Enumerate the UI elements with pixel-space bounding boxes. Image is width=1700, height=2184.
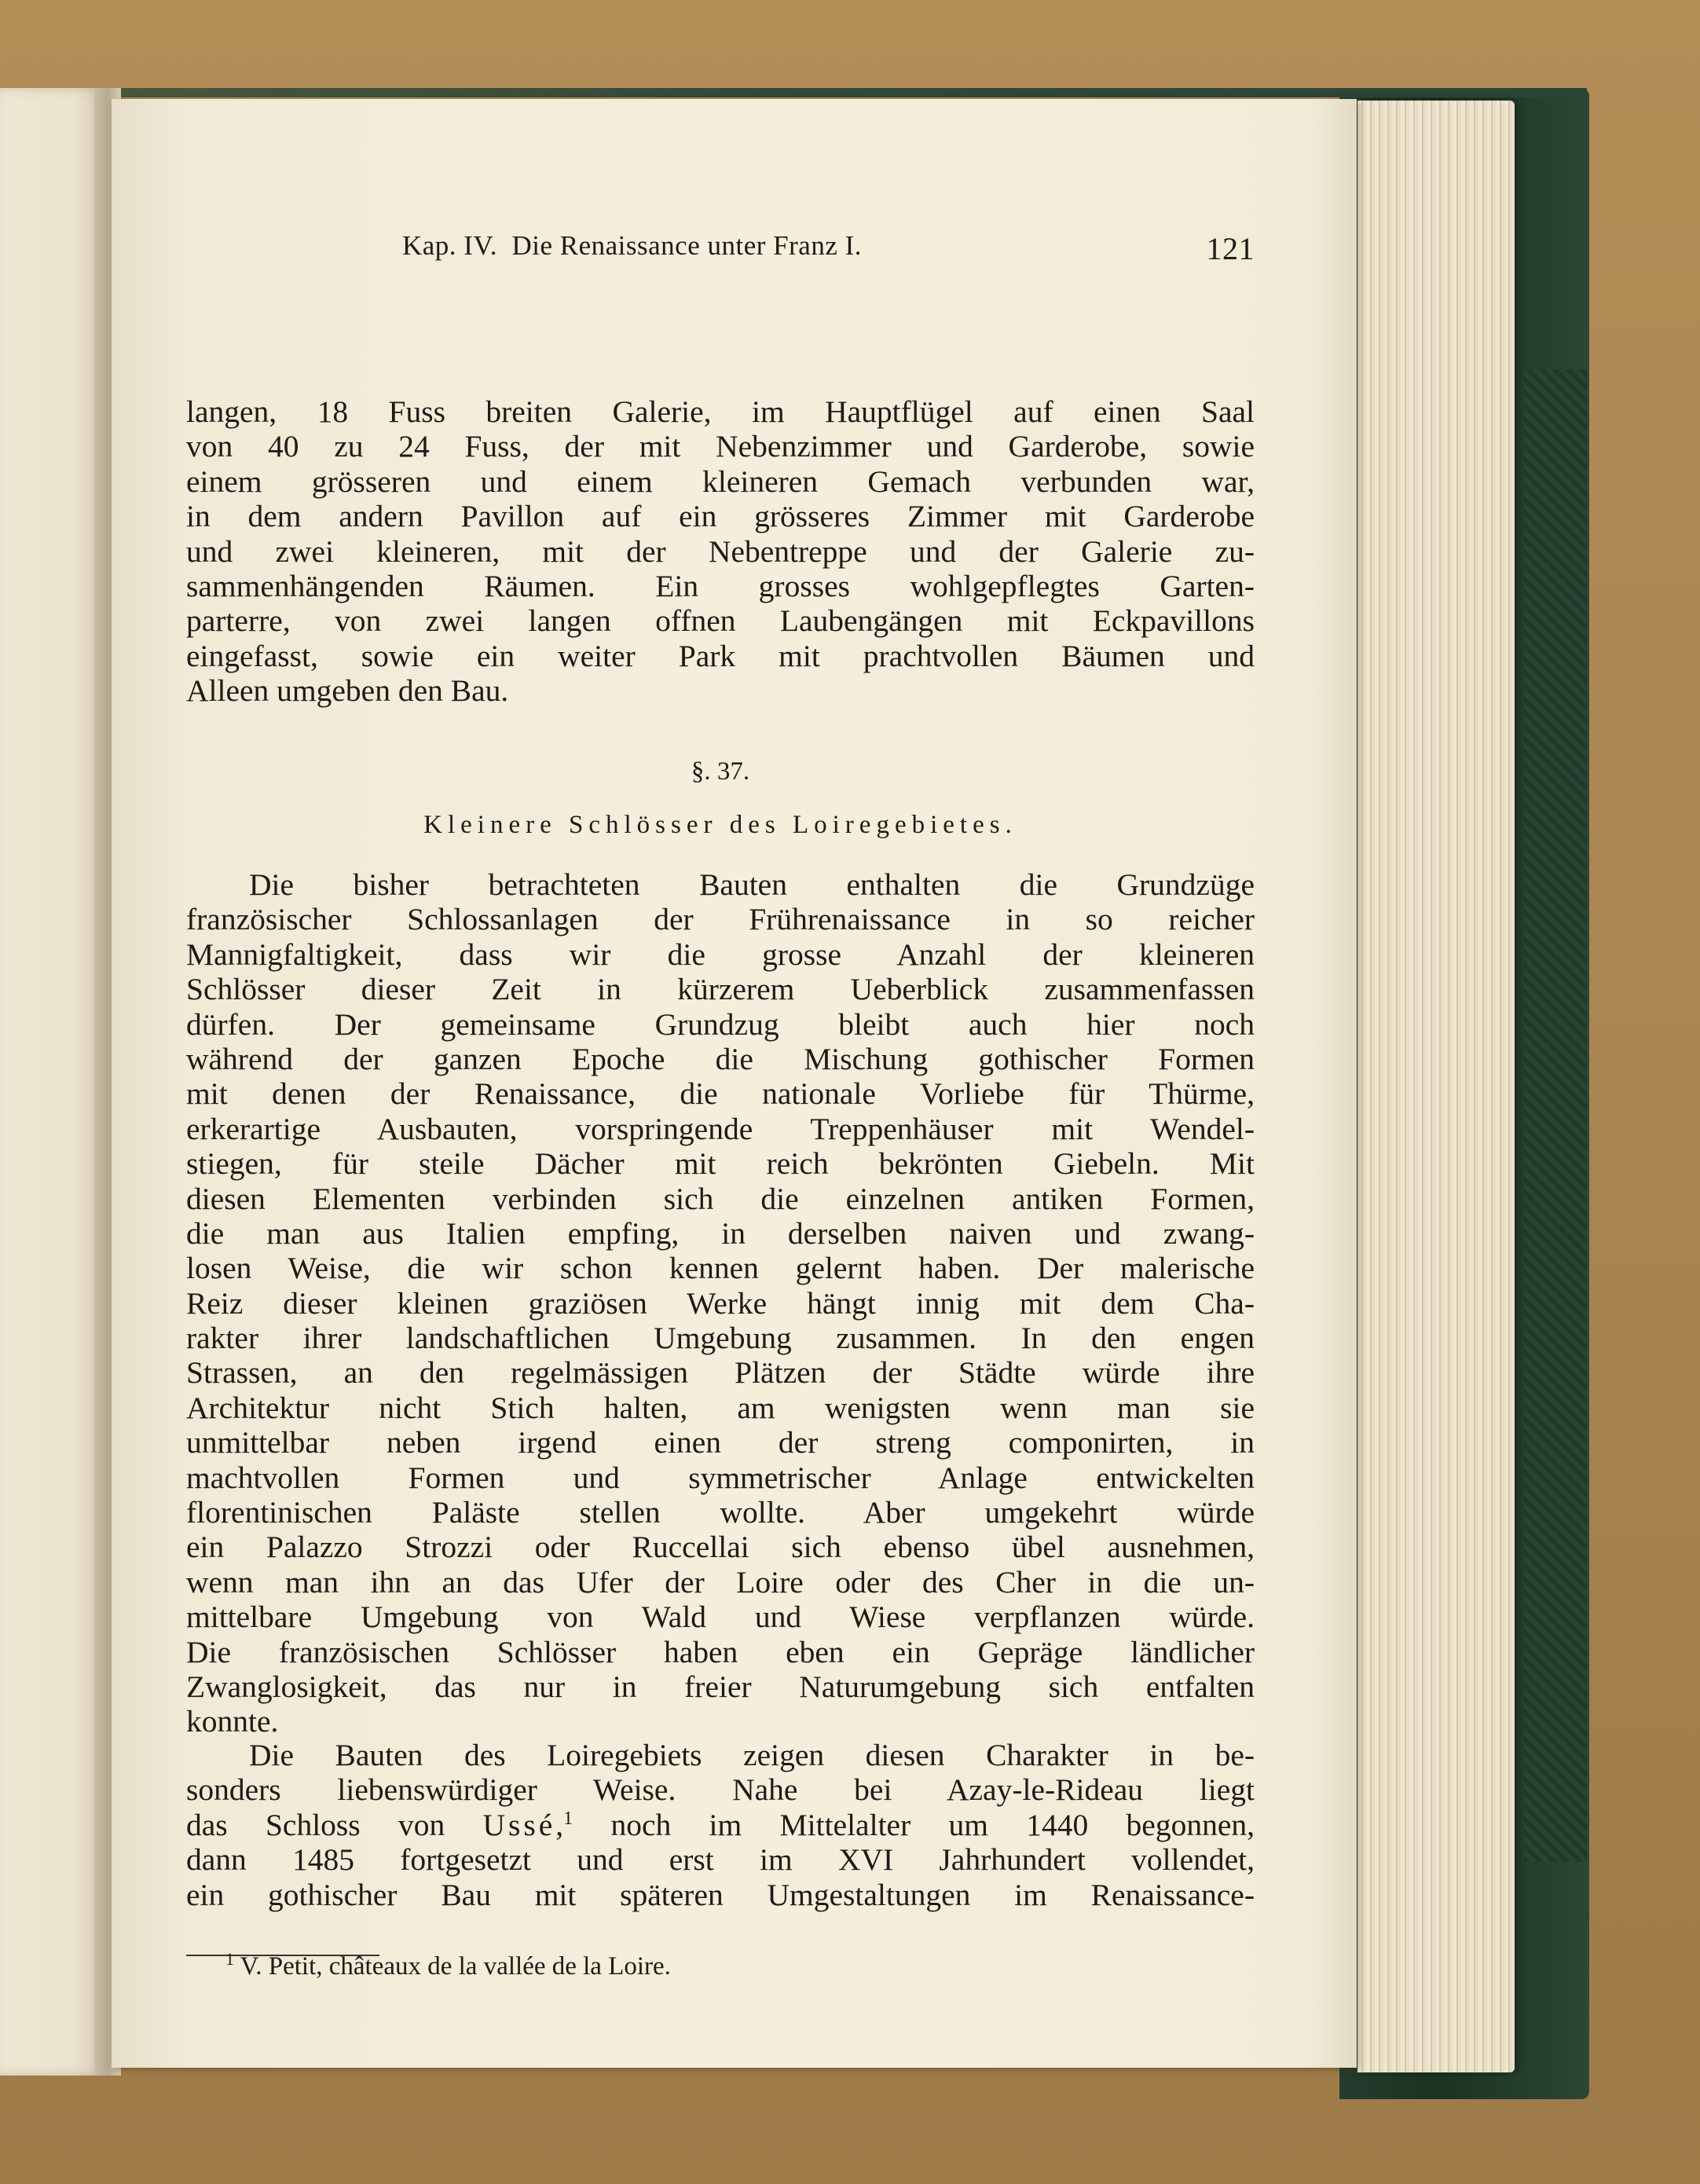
paragraph-1 <box>186 394 1255 709</box>
text-line: konnte. <box>186 1704 279 1739</box>
text-line: diesen Elementen verbinden sich die einzelnen antiken Formen, <box>186 1181 1255 1216</box>
text-line: sammenhängenden Räumen. Ein grosses wohlgepflegtes Garten- <box>186 568 1255 603</box>
paragraph-3 <box>186 1738 1255 1912</box>
text-line: langen, 18 Fuss breiten Galerie, im Hauptflügel auf einen Saal <box>186 394 1255 429</box>
cover-cloth-texture <box>1524 369 1587 1862</box>
text-line: einem grösseren und einem kleineren Gemach verbunden war, <box>186 464 1255 499</box>
text-line: dürfen. Der gemeinsame Grundzug bleibt auch hier noch <box>186 1006 1255 1042</box>
text-line: Mannigfaltigkeit, dass wir die grosse Anzahl der kleineren <box>186 936 1255 972</box>
text-line: erkerartige Ausbauten, vorspringende Treppenhäuser mit Wendel- <box>186 1111 1255 1146</box>
running-head-title: Kap. IV. Die Renaissance unter Franz I. <box>402 230 863 261</box>
text-line: Die Bauten des Loiregebiets zeigen diesen Charakter in be- <box>249 1738 1255 1772</box>
section-title: Kleinere Schlösser des Loiregebietes. <box>423 811 1017 839</box>
left-facing-page <box>0 88 104 2076</box>
text-line-with-footnote <box>186 1808 1255 1842</box>
text-line: Strassen, an den regelmässigen Plätzen der Städte würde ihre <box>186 1355 1255 1391</box>
footnote-number: 1 <box>225 1949 234 1969</box>
text-line: dann 1485 fortgesetzt und erst im XVI Jahrhundert vollendet, <box>186 1842 1255 1878</box>
section-number: §. 37. <box>691 757 750 786</box>
text-line: ein gothischer Bau mit späteren Umgestaltungen im Renaissance- <box>186 1877 1255 1912</box>
text-line: unmittelbar neben irgend einen der streng componirten, in <box>186 1425 1255 1460</box>
text-line: während der ganzen Epoche die Mischung gothischer Formen <box>186 1041 1255 1076</box>
text-line: sonders liebenswürdiger Weise. Nahe bei Azay-le-Rideau liegt <box>186 1772 1255 1808</box>
page-number: 121 <box>1206 231 1255 266</box>
text-line: in dem andern Pavillon auf ein grösseres Zimmer mit Garderobe <box>186 499 1255 534</box>
text-line: losen Weise, die wir schon kennen gelernt haben. Der malerische <box>186 1251 1255 1286</box>
book-page <box>112 99 1357 2068</box>
footnote <box>225 1949 671 1981</box>
text-line: und zwei kleineren, mit der Nebentreppe und der Galerie zu- <box>186 533 1255 569</box>
text-line: wenn man ihn an das Ufer der Loire oder des Cher in die un- <box>186 1564 1255 1600</box>
text-line: parterre, von zwei langen offnen Laubengängen mit Eckpavillons <box>186 603 1255 639</box>
page-block-fore-edge <box>1357 101 1515 2072</box>
text-line: Die bisher betrachteten Bauten enthalten die Grundzüge <box>249 867 1255 902</box>
footnote-marker[interactable]: 1 <box>563 1808 573 1829</box>
running-head <box>186 230 1255 273</box>
spaced-name: Ussé <box>482 1807 556 1842</box>
text-line: machtvollen Formen und symmetrischer Anlage entwickelten <box>186 1460 1255 1495</box>
text-line: rakter ihrer landschaftlichen Umgebung zusammen. In den engen <box>186 1321 1255 1356</box>
text-line: französischer Schlossanlagen der Frührenaissance in so reicher <box>186 902 1255 937</box>
text-line: florentinischen Paläste stellen wollte. Aber umgekehrt würde <box>186 1495 1255 1530</box>
text-fragment: das Schloss von <box>186 1807 483 1842</box>
text-line: ein Palazzo Strozzi oder Ruccellai sich ebenso übel ausnehmen, <box>186 1530 1255 1565</box>
paragraph-2 <box>186 867 1255 1739</box>
text-line: Architektur nicht Stich halten, am wenigsten wenn man sie <box>186 1390 1255 1425</box>
text-line: Reiz dieser kleinen graziösen Werke hängt innig mit dem Cha- <box>186 1285 1255 1321</box>
text-line: mit denen der Renaissance, die nationale Vorliebe für Thürme, <box>186 1076 1255 1112</box>
text-line: die man aus Italien empfing, in derselben naiven und zwang- <box>186 1215 1255 1251</box>
text-line: Die französischen Schlösser haben eben ein Gepräge ländlicher <box>186 1634 1255 1669</box>
text-line: von 40 zu 24 Fuss, der mit Nebenzimmer und Garderobe, sowie <box>186 429 1255 464</box>
text-line: mittelbare Umgebung von Wald und Wiese verpflanzen würde. <box>186 1600 1255 1635</box>
text-line: Schlösser dieser Zeit in kürzerem Ueberblick zusammenfassen <box>186 972 1255 1007</box>
text-line: Zwanglosigkeit, das nur in freier Naturumgebung sich entfalten <box>186 1669 1255 1704</box>
text-line: stiegen, für steile Dächer mit reich bekrönten Giebeln. Mit <box>186 1146 1255 1182</box>
text-fragment: noch im Mittelalter um 1440 begonnen, <box>573 1807 1255 1842</box>
cover-top-edge <box>0 88 1587 97</box>
text-line: Alleen umgeben den Bau. <box>186 673 509 709</box>
footnote-text: V. Petit, châteaux de la vallée de la Loire. <box>234 1952 671 1981</box>
text-line: eingefasst, sowie ein weiter Park mit prachtvollen Bäumen und <box>186 638 1255 673</box>
text-fragment: , <box>555 1807 564 1842</box>
